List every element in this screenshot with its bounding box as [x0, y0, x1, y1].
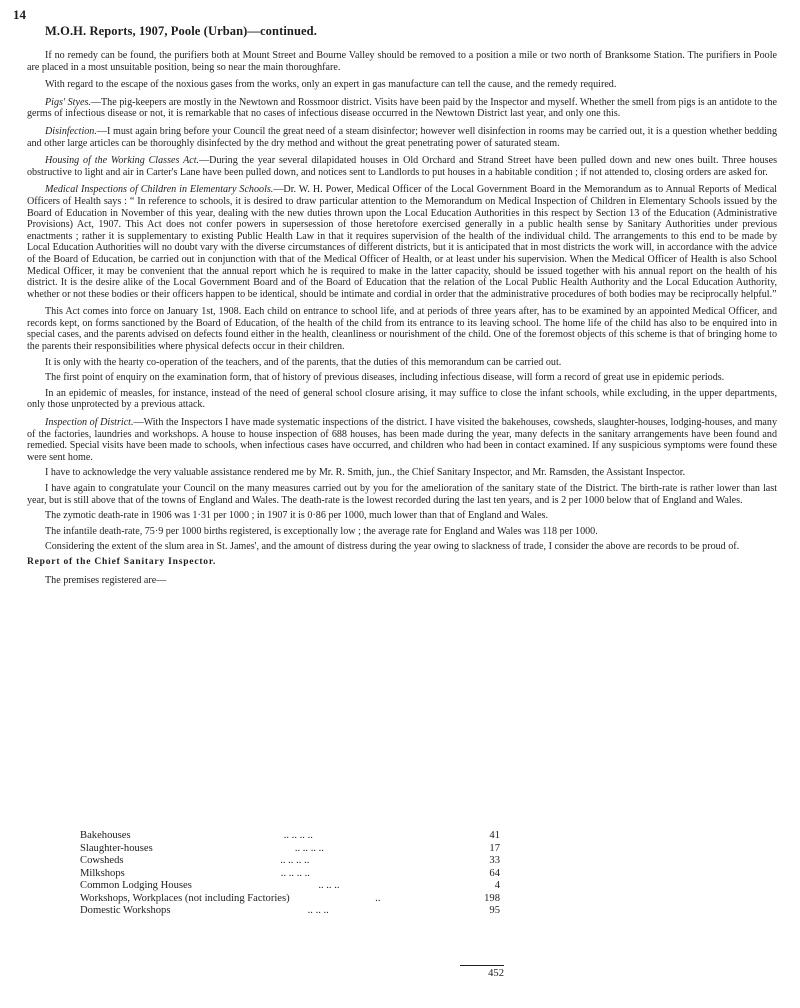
premises-name: Bakehouses: [80, 830, 131, 841]
premises-value: 33: [489, 855, 500, 866]
premises-name: Milkshops: [80, 867, 125, 879]
premises-value: 4: [494, 880, 500, 891]
section-title-medical-inspections: Medical Inspections of Children in Elementary Schools.: [45, 184, 274, 196]
paragraph-housing: [27, 155, 777, 178]
premises-name: Cowsheds: [80, 855, 124, 866]
premises-dots: .. .. .. ..: [280, 855, 310, 866]
premises-dots: .. .. .. ..: [280, 867, 310, 879]
paragraph-act-in-force: This Act comes into force on January 1st, 1908. Each child on entrance to school life, and at periods of three years after, has to be examined by an appointed Medical Officer, and records kept, on forms sanctioned by the Board of Education, of the health of the child from its entrance to its leaving school. The home life of the child has also to be enquired into in special cases, and the parents advised on defects found either in the health, cleanliness or nourishment of the child. One of the foremost objects of this scheme is that of bringing home to the parents their responsibilities where physical defects occur in their children.: [27, 306, 777, 353]
running-header: M.O.H. Reports, 1907, Poole (Urban)—continued.: [45, 24, 317, 38]
premises-value: 64: [489, 867, 500, 879]
premises-name: Common Lodging Houses: [80, 880, 192, 891]
premises-name: Workshops, Workplaces (not including Factories): [80, 892, 290, 904]
report-heading: Report of the Chief Sanitary Inspector.: [27, 556, 217, 567]
document-body: [27, 50, 777, 592]
section-text-housing: —During the year several dilapidated houses in Old Orchard and Strand Street have been pulled down and new ones built. Three houses obstructive to light and air in Carter's Lane have been pulled down, and notices sent to Landlords to put houses in a habitable condition ; if not attended to, closing orders are asked for.: [27, 155, 777, 178]
premises-dots: .. .. ..: [318, 880, 340, 891]
premises-total: 452: [488, 968, 504, 979]
paragraph-first-enquiry: The first point of enquiry on the examination form, that of history of previous diseases, including infectious disease, will form a record of great use in epidemic periods.: [45, 372, 725, 384]
premises-row: [80, 843, 500, 856]
premises-row: [80, 880, 500, 893]
premises-value: 198: [484, 892, 500, 904]
premises-value: 41: [489, 830, 500, 841]
section-text-inspection-of-district: —With the Inspectors I have made systematic inspections of the district. I have visited the bakehouses, cowsheds, slaughter-houses, lodging-houses, and many of the factories, laundries and workshops. A house to house inspection of 688 houses, has been made during the year, many defects in the sanitary arrangements have been found and remedied. Special visits have been made to schools, when infectious cases have occurred, and children who had been in contact examined. If any suspicious symptoms were found these were sent home.: [27, 417, 777, 463]
premises-total-rule: [460, 965, 504, 966]
paragraph-congratulations: I have again to congratulate your Council on the many measures carried out by you for the amelioration of the sanitary state of the District. The birth-rate is rather lower than last year, but is still above that of the towns of England and Wales. The death-rate is the lowest recorded during the last ten years, and is 2 per 1000 below that of England and Wales.: [27, 483, 777, 506]
section-text-pigs-styes: —The pig-keepers are mostly in the Newtown and Rossmoor district. Visits have been paid by the Inspector and myself. Whether the smell from pigs is an antidote to the germs of infectious disease or not, it is remarkable that no cases of infectious disease occurred in the Newtown District last year, and only one this.: [27, 96, 777, 120]
paragraph-cooperation: It is only with the hearty co-operation of the teachers, and of the parents, that the duties of this memorandum can be carried out.: [45, 356, 562, 368]
premises-name: Slaughter-houses: [80, 842, 153, 854]
paragraph-pigs-styes: [27, 97, 777, 120]
section-title-pigs-styes: Pigs' Styes.: [45, 96, 91, 108]
paragraph-infantile-rate: The infantile death-rate, 75·9 per 1000 births registered, is exceptionally low ; the average rate for England and Wales was 118 per 1000.: [45, 525, 598, 537]
premises-dots: ..: [375, 892, 381, 904]
premises-list: [80, 830, 500, 918]
paragraph-noxious-gases: With regard to the escape of the noxious gases from the works, only an expert in gas manufacture can tell the cause, and the remedy required.: [45, 79, 617, 91]
premises-row: [80, 830, 500, 843]
premises-row: [80, 893, 500, 906]
premises-row: [80, 855, 500, 868]
paragraph-slum-area: Considering the extent of the slum area in St. James', and the amount of distress during the year owing to slackness of trade, I consider the above are records to be proud of.: [45, 541, 740, 553]
premises-dots: .. .. .. ..: [283, 830, 313, 841]
paragraph-measles: In an epidemic of measles, for instance, instead of the need of general school closure arising, it may suffice to close the infant schools, while excluding, in the upper departments, only those unprotected by a previous attack.: [27, 387, 777, 411]
premises-value: 95: [489, 905, 500, 916]
paragraph-medical-inspections: [27, 184, 777, 300]
section-title-housing: Housing of the Working Classes Act.: [45, 155, 200, 167]
premises-intro: The premises registered are—: [45, 574, 167, 586]
section-title-disinfection: Disinfection.: [45, 125, 97, 137]
premises-row: [80, 868, 500, 881]
premises-dots: .. .. ..: [307, 905, 329, 916]
premises-row: [80, 905, 500, 918]
paragraph-acknowledgement: I have to acknowledge the very valuable assistance rendered me by Mr. R. Smith, jun., the Chief Sanitary Inspector, and Mr. Ramsden, the Assistant Inspector.: [45, 467, 686, 479]
section-text-medical-inspections: —Dr. W. H. Power, Medical Officer of the Local Government Board in the Memorandum as to Annual Reports of Medical Officers of Health says : “ In reference to schools, it is desired to draw particular attention to the Memorandum on Medical Inspection of Children in Elementary Schools issued by the Board of Education in November of this year, dealing with the new duties thrown upon the Local Education Authorities in this respect by Section 13 of the Education (Administrative Provisions) Act, 1907. This Act does not confer powers in supersession of those heretofore exercised generally in a public health sense by Sanitary Authorities under previous enactments ; rather it is supplementary to existing Public Health Law in that it requires supervision of the health of the individual child. The arrangements to this end to be made by Local Education Authorities will no doubt vary with the diverse circumstances of different districts, but it is anticipated that in most districts the work will, in accordance with the advice of the Board of Education, be carried out in conjunction with that of the Medical Officer of Health, or at least under his supervision. When the Medical Officer of Health is also School Medical Officer, it may be convenient that the annual report which he is required to make in the latter capacity, should be issued together with his annual report on the health of his district. It is the desire alike of the Local Government Board and of the Board of Education that the relation of the Local Public Health Authority and the Local Education Authority, whether or not these bodies or their officers happen to be identical, should be intimate and cordial in order that the administrative procedures of both bodies may be reciprocally helpful.”: [27, 184, 777, 300]
section-title-inspection-of-district: Inspection of District.: [45, 417, 134, 429]
paragraph-disinfection: [27, 126, 777, 149]
paragraph-gas-purifiers: If no remedy can be found, the purifiers both at Mount Street and Bourne Valley should be removed to a position a mile or two north of Branksome Station. The purifiers in Poole are placed in a most unsuitable position, being so near the main thoroughfare.: [27, 50, 777, 73]
page-number: 14: [13, 7, 26, 22]
paragraph-inspection-of-district: [27, 417, 777, 463]
premises-value: 17: [489, 842, 500, 854]
premises-dots: .. .. .. ..: [294, 842, 324, 854]
section-text-disinfection: —I must again bring before your Council the great need of a steam disinfector; however well disinfection in rooms may be carried out, it is a question whether bedding and other large articles can be thoroughly disinfected by the dry method and without the great penetrating power of saturated steam.: [27, 125, 777, 149]
paragraph-zymotic-rate: The zymotic death-rate in 1906 was 1·31 per 1000 ; in 1907 it is 0·86 per 1000, much lower than that of England and Wales.: [45, 510, 549, 522]
premises-name: Domestic Workshops: [80, 905, 171, 916]
